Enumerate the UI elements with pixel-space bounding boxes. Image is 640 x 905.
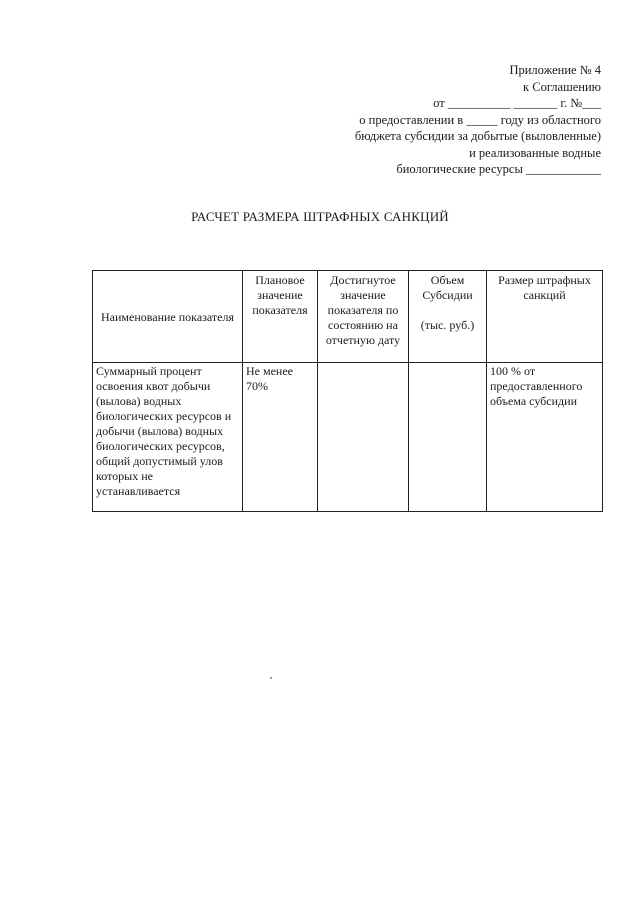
column-header-achieved: Достигнутое значение показателя по состоянию на отчетную дату	[318, 271, 409, 363]
column-header-volume-unit: (тыс. руб.)	[420, 318, 475, 332]
column-header-name: Наименование показателя	[93, 271, 243, 363]
agreement-date-number: от __________ _______ г. №___	[433, 96, 601, 110]
column-header-volume-label: Объем Субсидии	[422, 273, 473, 302]
agreement-reference: к Соглашению	[523, 79, 601, 94]
subsidy-resources-line: биологические ресурсы ____________	[396, 162, 601, 176]
scan-speck	[270, 677, 272, 679]
column-header-penalty: Размер штрафных санкций	[487, 271, 603, 363]
document-title: РАСЧЕТ РАЗМЕРА ШТРАФНЫХ САНКЦИЙ	[191, 209, 449, 224]
table-row	[93, 363, 603, 512]
subsidy-purpose-line: бюджета субсидии за добытые (выловленные)	[354, 129, 601, 143]
table-header-row	[93, 271, 603, 363]
cell-subsidy-volume	[409, 363, 487, 512]
column-header-volume	[409, 271, 487, 363]
cell-indicator-name: Суммарный процент освоения квот добычи (вылова) водных биологических ресурсов и добычи (вылова) водных биологических ресурсов, общий допустимый улов которых не устанавливается	[93, 363, 243, 512]
subsidy-purpose-line-2: и реализованные водные	[469, 145, 601, 160]
cell-achieved-value	[318, 363, 409, 512]
appendix-number: Приложение № 4	[509, 63, 601, 77]
column-header-plan: Плановое значение показателя	[243, 271, 318, 363]
appendix-header	[355, 62, 601, 178]
subsidy-year-line: о предоставлении в _____ году из областного	[359, 112, 601, 127]
cell-penalty-size: 100 % от предоставленного объема субсидии	[487, 363, 603, 512]
penalty-calculation-table	[92, 270, 603, 512]
cell-plan-value: Не менее 70%	[243, 363, 318, 512]
